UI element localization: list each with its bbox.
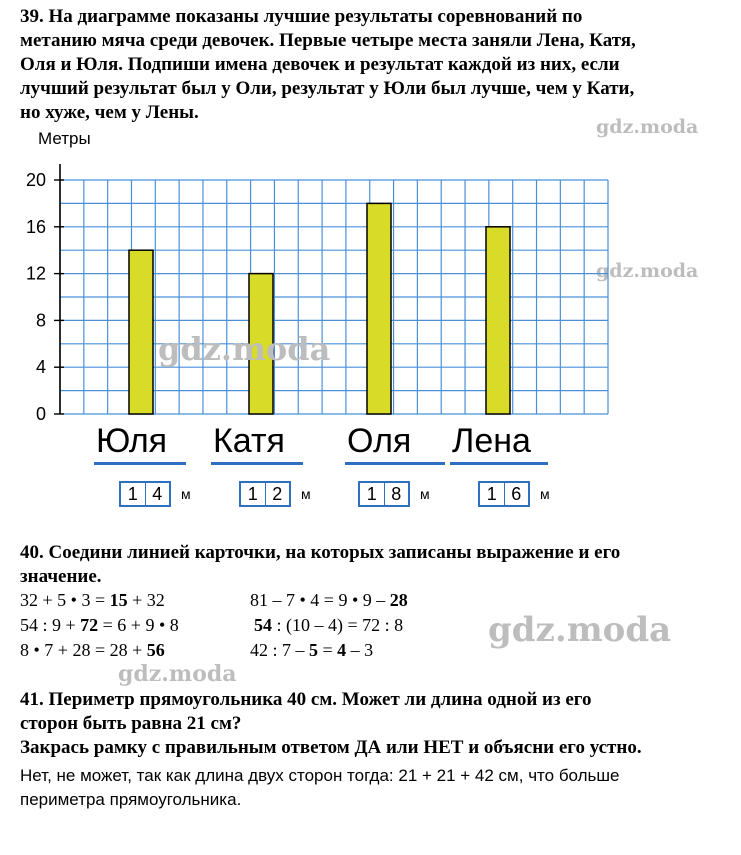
category-label: Лена xyxy=(452,422,531,460)
equation-left-3 xyxy=(20,640,165,661)
y-tick-label: 16 xyxy=(25,216,46,237)
equation-bold-part: 5 xyxy=(309,640,319,660)
equation-bold-part: 4 xyxy=(337,640,347,660)
result-digit: 1 xyxy=(486,484,497,504)
equation-left-2 xyxy=(20,615,179,636)
task-40-title xyxy=(20,541,620,589)
result-digit: 6 xyxy=(504,483,529,505)
result-digit: 1 xyxy=(366,484,377,504)
result-unit: м xyxy=(301,486,311,502)
result-unit: м xyxy=(540,486,550,502)
result-unit: м xyxy=(181,486,191,502)
y-tick-label: 20 xyxy=(25,170,46,190)
result-box xyxy=(358,481,410,507)
bar xyxy=(367,203,391,414)
task-41-line: Закрась рамку с правильным ответом ДА или НЕТ и объясни его устно. xyxy=(20,737,642,758)
equation-part: 32 + 5 • 3 = xyxy=(20,590,110,610)
equation-bold-part: 15 xyxy=(109,590,128,610)
y-tick-label: 0 xyxy=(35,404,46,424)
equation-bold-part: 54 xyxy=(254,615,272,635)
bar xyxy=(129,250,153,414)
watermark: gdz.moda xyxy=(596,260,699,282)
result-box xyxy=(119,481,171,507)
task-39-line: метанию мяча среди девочек. Первые четыре места заняли Лена, Катя, xyxy=(20,30,636,51)
result-digit: 2 xyxy=(265,483,290,505)
category-underline xyxy=(345,462,445,465)
equation-part: – 3 xyxy=(346,640,374,660)
task-40-title-line: значение. xyxy=(20,566,102,587)
watermark: gdz.moda xyxy=(596,116,699,138)
y-tick-label: 4 xyxy=(35,357,46,378)
task-41-line: сторон быть равна 21 см? xyxy=(20,713,242,734)
equation-bold-part: 28 xyxy=(389,590,408,610)
equation-part: : (10 – 4) = 72 : 8 xyxy=(272,615,404,635)
category-label: Оля xyxy=(347,422,412,460)
equation-right-3 xyxy=(250,640,373,661)
equation-left-1 xyxy=(20,590,165,611)
equation-part: 8 • 7 + 28 = 28 + xyxy=(20,640,147,660)
equation-part: = xyxy=(318,640,338,660)
task-40-title-line: 40. Соедини линией карточки, на которых записаны выражение и его xyxy=(20,542,621,563)
equation-part: 81 – 7 • 4 = 9 • 9 – xyxy=(250,590,390,610)
y-tick-label: 12 xyxy=(25,263,46,284)
watermark: gdz.moda xyxy=(118,661,237,687)
result-unit: м xyxy=(420,486,430,502)
equation-part: + 32 xyxy=(127,590,165,610)
equation-part: 54 : 9 + xyxy=(20,615,81,635)
result-digit: 1 xyxy=(127,484,138,504)
task-41-answer xyxy=(20,764,620,812)
category-underline xyxy=(211,462,303,465)
equation-right-2 xyxy=(254,615,403,636)
answer-line: Нет, не может, так как длина двух сторон тогда: 21 + 21 + 42 см, что больше xyxy=(20,766,620,785)
chart-plot xyxy=(0,150,741,450)
result-digit: 4 xyxy=(145,483,170,505)
task-39-line: лучший результат был у Оли, результат у Юли был лучше, чем у Кати, xyxy=(20,78,635,99)
task-39-text xyxy=(20,5,636,125)
equation-right-1 xyxy=(250,590,408,611)
category-label: Катя xyxy=(213,422,285,460)
task-39-line: Оля и Юля. Подпиши имена девочек и результат каждой из них, если xyxy=(20,54,620,75)
task-41-text xyxy=(20,688,642,760)
task-39-line: 39. На диаграмме показаны лучшие результаты соревнований по xyxy=(20,6,583,27)
category-label: Юля xyxy=(96,422,168,460)
bar-chart xyxy=(0,125,741,525)
equation-part: = 6 + 9 • 8 xyxy=(98,615,179,635)
task-39-line: но хуже, чем у Лены. xyxy=(20,102,199,123)
answer-line: периметра прямоугольника. xyxy=(20,790,242,809)
watermark: gdz.moda xyxy=(158,330,331,368)
task-41-line: 41. Периметр прямоугольника 40 см. Может ли длина одной из его xyxy=(20,689,592,710)
bar xyxy=(486,227,510,414)
equation-bold-part: 72 xyxy=(80,615,99,635)
result-box xyxy=(239,481,291,507)
equation-part: 42 : 7 – xyxy=(250,640,310,660)
y-axis-label: Метры xyxy=(38,129,91,148)
y-tick-label: 8 xyxy=(35,310,46,331)
result-digit: 1 xyxy=(247,484,258,504)
category-underline xyxy=(94,462,186,465)
equation-bold-part: 56 xyxy=(146,640,165,660)
category-underline xyxy=(450,462,548,465)
watermark: gdz.moda xyxy=(488,610,672,650)
result-digit: 8 xyxy=(384,483,409,505)
result-box xyxy=(478,481,530,507)
